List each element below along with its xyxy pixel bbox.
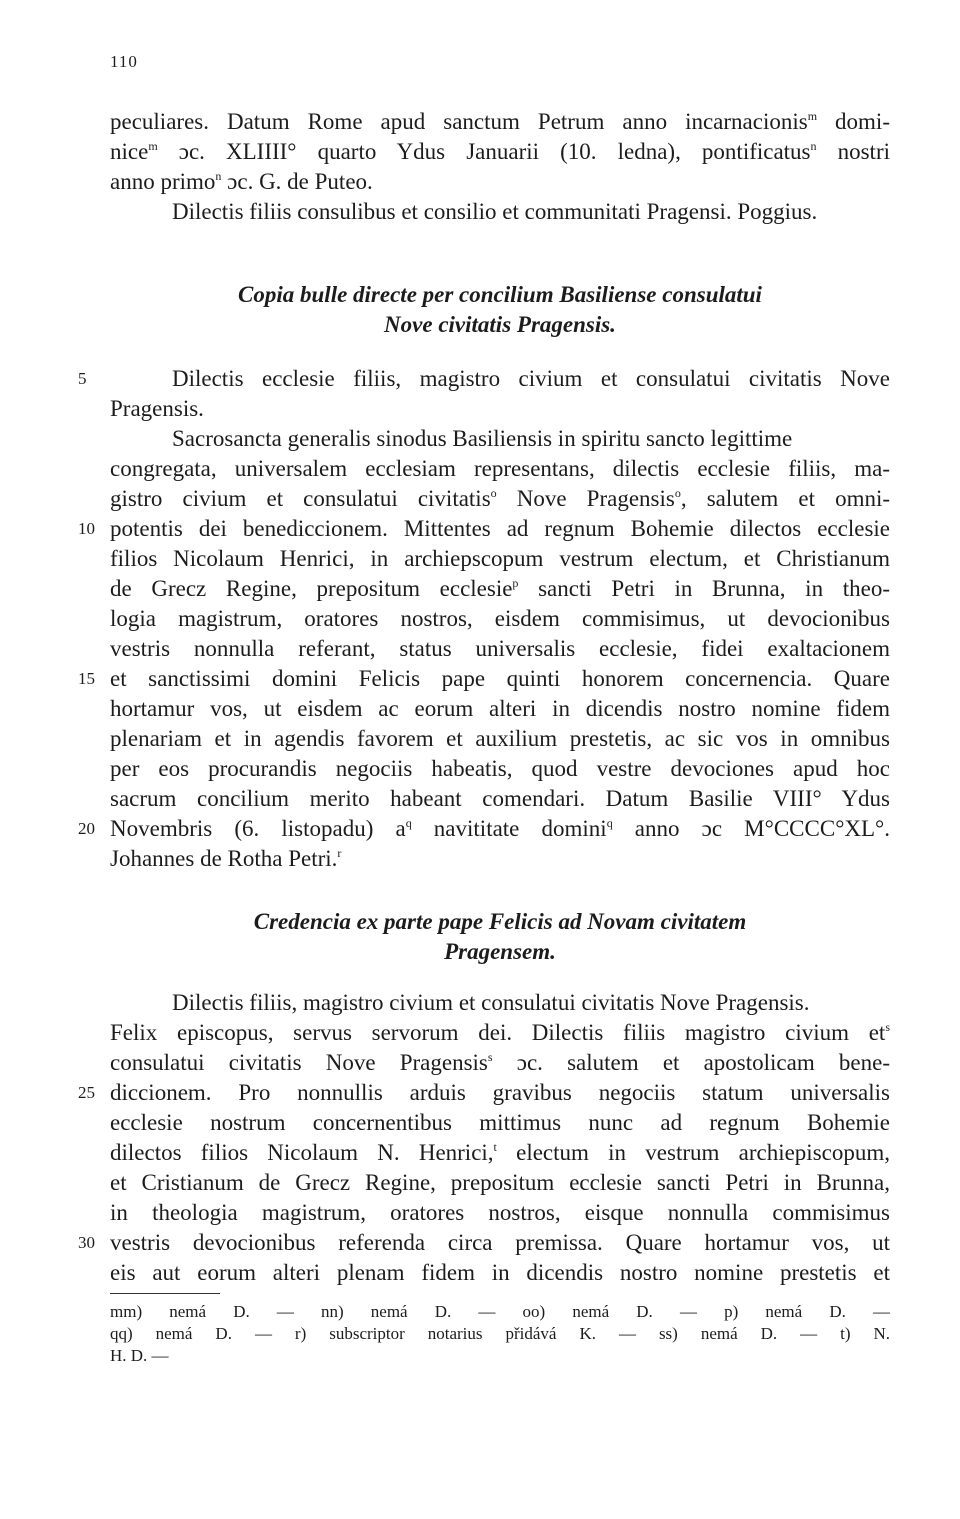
text-run: in theologia magistrum, oratores nostros, eisque nonnulla commisimus	[110, 1200, 890, 1225]
footnote-marker: o	[674, 486, 681, 500]
footnote-marker: t	[493, 1140, 497, 1154]
footnote-marker: q	[606, 816, 613, 830]
text-run: ɔc. G. de Puteo.	[221, 169, 373, 194]
heading-line: Credencia ex parte pape Felicis ad Novam civitatem	[253, 909, 747, 934]
text-run: ecclesie nostrum concernentibus mittimus nunc ad regnum Bohemie	[110, 1110, 890, 1135]
line-number: 25	[78, 1083, 95, 1102]
text-line	[110, 394, 890, 424]
text-run: Novembris (6. listopadu) a	[110, 816, 406, 841]
text-line	[110, 784, 890, 814]
text-line	[78, 364, 890, 394]
page-number: 110	[110, 52, 138, 71]
text-block-credencia	[78, 988, 890, 1288]
text-run: anno primo	[110, 169, 216, 194]
text-line	[110, 1138, 890, 1168]
footnote-line: H. D. —	[110, 1346, 169, 1365]
text-run: eis aut eorum alteri plenam fidem in dicendis nostro nomine prestetis et	[110, 1260, 890, 1285]
text-line	[110, 167, 890, 197]
text-run: dilectos filios Nicolaum N. Henrici,	[110, 1140, 494, 1165]
text-run: Dilectis filiis, magistro civium et consulatui civitatis Nove Pragensis.	[172, 990, 810, 1015]
footnote-marker: m	[148, 139, 158, 153]
text-run: electum in vestrum archiepiscopum,	[496, 1140, 890, 1165]
line-number: 20	[78, 819, 95, 838]
section-heading-copia-bulle	[110, 280, 890, 340]
footnote-marker: o	[490, 486, 497, 500]
text-line	[110, 1048, 890, 1078]
footnotes	[110, 1301, 890, 1367]
text-run: gistro civium et consulatui civitatis	[110, 486, 491, 511]
text-run: anno ɔc M°CCCC°XL°.	[612, 816, 890, 841]
text-line	[110, 634, 890, 664]
text-run: ɔc. salutem et apostolicam bene-	[492, 1050, 890, 1075]
text-run: Nove Pragensis	[496, 486, 675, 511]
text-line	[110, 1018, 890, 1048]
text-run: hortamur vos, ut eisdem ac eorum alteri in dicendis nostro nomine fidem	[110, 696, 890, 721]
text-run: potentis dei benediccionem. Mittentes ad regnum Bohemie dilectos ecclesie	[110, 516, 890, 541]
text-run: domi-	[817, 109, 890, 134]
text-line	[110, 604, 890, 634]
text-line	[110, 544, 890, 574]
text-line	[78, 814, 890, 844]
text-line	[110, 694, 890, 724]
text-run: Dilectis filiis consulibus et consilio et communitati Pragensi. Poggius.	[172, 199, 818, 224]
text-run: plenariam et in agendis favorem et auxilium prestetis, ac sic vos in omnibus	[110, 726, 890, 751]
text-line	[110, 1198, 890, 1228]
text-line	[110, 424, 890, 454]
footnote-line: mm) nemá D. — nn) nemá D. — oo) nemá D. — p) nemá D. —	[110, 1302, 890, 1321]
footnote-marker: m	[807, 109, 818, 123]
text-run: Sacrosancta generalis sinodus Basiliensis in spiritu sancto legittime	[172, 426, 793, 451]
text-block-bulle	[78, 364, 891, 874]
text-run: nostri	[816, 139, 890, 164]
line-number: 5	[78, 369, 87, 388]
text-line	[78, 1228, 890, 1258]
text-run: nice	[110, 139, 149, 164]
text-run: , salutem et omni-	[680, 486, 891, 511]
text-run: navititate domini	[411, 816, 607, 841]
footnote-marker: q	[405, 816, 412, 830]
footnote-marker: n	[215, 169, 222, 183]
text-line	[110, 107, 890, 137]
heading-line: Nove civitatis Pragensis.	[384, 312, 616, 337]
text-run: Pragensis.	[110, 396, 204, 421]
text-line	[110, 754, 890, 784]
text-run: et sanctissimi domini Felicis pape quinti honorem concernencia. Quare	[110, 666, 890, 691]
line-number: 30	[78, 1233, 95, 1252]
footnote-divider	[110, 1293, 220, 1294]
text-run: Dilectis ecclesie filiis, magistro civium et consulatui civitatis Nove	[172, 366, 890, 391]
text-run: consulatui civitatis Nove Pragensis	[110, 1050, 488, 1075]
text-run: per eos procurandis negociis habeatis, quod vestre devociones apud hoc	[110, 756, 890, 781]
text-line	[110, 1168, 890, 1198]
text-line	[110, 1258, 890, 1288]
line-number: 15	[78, 669, 95, 688]
text-block-intro	[110, 107, 890, 227]
text-run: Johannes de Rotha Petri.	[110, 846, 338, 871]
footnote-marker: s	[885, 1020, 890, 1034]
line-number: 10	[78, 519, 95, 538]
text-run: sancti Petri in Brunna, in theo-	[518, 576, 890, 601]
text-run: sacrum concilium merito habeant comendari. Datum Basilie VIII° Ydus	[110, 786, 890, 811]
text-run: diccionem. Pro nonnullis arduis gravibus negociis statum universalis	[110, 1080, 890, 1105]
footnote-marker: s	[487, 1050, 493, 1064]
footnote-marker: p	[512, 576, 519, 590]
text-line	[110, 724, 890, 754]
text-line	[110, 1108, 890, 1138]
text-line	[110, 454, 890, 484]
text-run: et Cristianum de Grecz Regine, prepositum ecclesie sancti Petri in Brunna,	[110, 1170, 890, 1195]
text-run: congregata, universalem ecclesiam representans, dilectis ecclesie filiis, ma-	[110, 456, 890, 481]
text-line	[110, 197, 890, 227]
text-run: Felix episcopus, servus servorum dei. Dilectis filiis magistro civium et	[110, 1020, 886, 1045]
text-run: de Grecz Regine, prepositum ecclesie	[110, 576, 513, 601]
text-run: ɔc. XLIIII° quarto Ydus Januarii (10. ledna), pontificatus	[157, 139, 811, 164]
text-run: vestris devocionibus referenda circa premissa. Quare hortamur vos, ut	[110, 1230, 890, 1255]
text-run: peculiares. Datum Rome apud sanctum Petrum anno incarnacionis	[110, 109, 808, 134]
text-line	[110, 574, 890, 604]
text-run: filios Nicolaum Henrici, in archiepscopum vestrum electum, et Christianum	[110, 546, 890, 571]
text-line	[110, 484, 890, 514]
footnote-marker: r	[337, 846, 342, 860]
text-line	[110, 844, 890, 874]
text-run: logia magistrum, oratores nostros, eisdem commisimus, ut devocionibus	[110, 606, 890, 631]
text-line	[110, 137, 890, 167]
heading-line: Copia bulle directe per concilium Basiliense consulatui	[238, 282, 762, 307]
footnote-marker: n	[810, 139, 817, 153]
section-heading-credencia	[110, 907, 890, 967]
text-line	[110, 988, 890, 1018]
text-line	[78, 664, 890, 694]
text-run: vestris nonnulla referant, status universalis ecclesie, fidei exaltacionem	[110, 636, 890, 661]
footnote-line: qq) nemá D. — r) subscriptor notarius přidává K. — ss) nemá D. — t) N.	[110, 1324, 890, 1343]
text-line	[78, 514, 890, 544]
heading-line: Pragensem.	[444, 939, 556, 964]
text-line	[78, 1078, 890, 1108]
